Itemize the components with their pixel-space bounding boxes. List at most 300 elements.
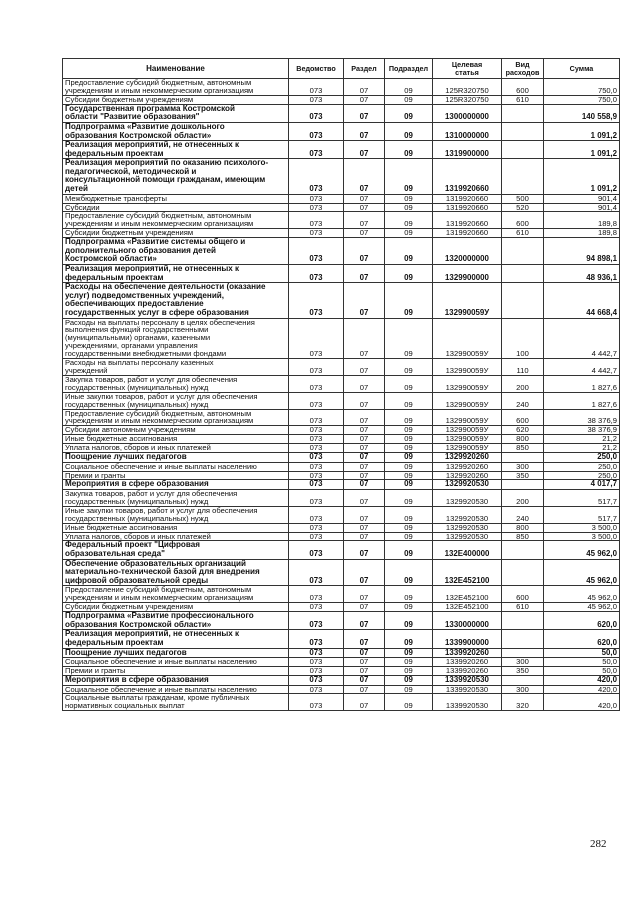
row-expense-type <box>502 104 544 122</box>
row-section: 07 <box>344 506 385 523</box>
row-section: 07 <box>344 675 385 685</box>
row-section: 07 <box>344 612 385 630</box>
row-amount: 1 091,2 <box>544 159 620 194</box>
table-row <box>63 658 620 667</box>
row-section: 07 <box>344 194 385 203</box>
row-department: 073 <box>289 318 344 359</box>
table-row <box>63 603 620 612</box>
header-department: Ведомство <box>289 59 344 79</box>
row-target-article: 132990059У <box>433 318 502 359</box>
row-name: Подпрограмма «Развитие системы общего и дополнительного образования детей Костромской области» <box>63 238 289 265</box>
row-section: 07 <box>344 586 385 603</box>
row-name: Межбюджетные трансферты <box>63 194 289 203</box>
row-amount: 750,0 <box>544 95 620 104</box>
row-department: 073 <box>289 462 344 471</box>
row-department: 073 <box>289 283 344 318</box>
row-section: 07 <box>344 203 385 212</box>
table-row <box>63 532 620 541</box>
row-subsection: 09 <box>385 426 433 435</box>
row-amount: 250,0 <box>544 453 620 463</box>
row-target-article: 1319920660 <box>433 212 502 229</box>
row-target-article: 125R320750 <box>433 95 502 104</box>
table-row <box>63 444 620 453</box>
row-subsection: 09 <box>385 95 433 104</box>
row-expense-type: 200 <box>502 490 544 507</box>
table-row <box>63 229 620 238</box>
row-department: 073 <box>289 95 344 104</box>
row-department: 073 <box>289 667 344 676</box>
page-number: 282 <box>590 838 607 850</box>
row-name: Мероприятия в сфере образования <box>63 480 289 490</box>
row-name: Реализация мероприятий, не отнесенных к федеральным проектам <box>63 141 289 159</box>
row-expense-type: 200 <box>502 375 544 392</box>
row-amount: 94 898,1 <box>544 238 620 265</box>
row-expense-type: 110 <box>502 359 544 376</box>
header-amount: Сумма <box>544 59 620 79</box>
row-section: 07 <box>344 359 385 376</box>
row-subsection: 09 <box>385 667 433 676</box>
table-row <box>63 453 620 463</box>
row-expense-type <box>502 648 544 658</box>
row-target-article: 1329920530 <box>433 532 502 541</box>
row-target-article: 132E400000 <box>433 541 502 559</box>
row-name: Уплата налогов, сборов и иных платежей <box>63 444 289 453</box>
row-subsection: 09 <box>385 480 433 490</box>
row-subsection: 09 <box>385 694 433 711</box>
row-expense-type: 240 <box>502 392 544 409</box>
row-amount: 21,2 <box>544 435 620 444</box>
row-subsection: 09 <box>385 141 433 159</box>
row-target-article: 1329920260 <box>433 462 502 471</box>
row-subsection: 09 <box>385 318 433 359</box>
row-expense-type: 240 <box>502 506 544 523</box>
row-subsection: 09 <box>385 444 433 453</box>
row-name: Федеральный проект "Цифровая образовательная среда" <box>63 541 289 559</box>
row-amount: 50,0 <box>544 667 620 676</box>
row-expense-type <box>502 630 544 648</box>
row-name: Обеспечение образовательных организаций материально-технической базой для внедрения цифровой образовательной среды <box>63 559 289 586</box>
row-name: Мероприятия в сфере образования <box>63 675 289 685</box>
row-amount: 250,0 <box>544 462 620 471</box>
table-row <box>63 471 620 480</box>
row-target-article: 1330000000 <box>433 612 502 630</box>
row-target-article: 1339920530 <box>433 675 502 685</box>
row-department: 073 <box>289 694 344 711</box>
row-department: 073 <box>289 471 344 480</box>
row-expense-type <box>502 122 544 140</box>
row-department: 073 <box>289 648 344 658</box>
row-name: Субсидии <box>63 203 289 212</box>
row-target-article: 1329920530 <box>433 506 502 523</box>
row-name: Государственная программа Костромской области "Развитие образования" <box>63 104 289 122</box>
row-amount: 901,4 <box>544 203 620 212</box>
table-row <box>63 506 620 523</box>
table-row <box>63 426 620 435</box>
row-expense-type: 500 <box>502 194 544 203</box>
row-target-article: 1339920260 <box>433 658 502 667</box>
row-amount: 420,0 <box>544 675 620 685</box>
row-amount: 620,0 <box>544 630 620 648</box>
row-target-article: 132990059У <box>433 435 502 444</box>
row-target-article: 1329920260 <box>433 453 502 463</box>
row-department: 073 <box>289 675 344 685</box>
row-target-article: 1329920260 <box>433 471 502 480</box>
row-target-article: 132990059У <box>433 375 502 392</box>
row-subsection: 09 <box>385 523 433 532</box>
row-name: Предоставление субсидий бюджетным, автономным учреждениям и иным некоммерческим организациям <box>63 79 289 96</box>
row-subsection: 09 <box>385 675 433 685</box>
row-expense-type: 610 <box>502 229 544 238</box>
row-department: 073 <box>289 506 344 523</box>
row-subsection: 09 <box>385 122 433 140</box>
row-department: 073 <box>289 229 344 238</box>
table-row <box>63 586 620 603</box>
row-subsection: 09 <box>385 203 433 212</box>
row-target-article: 1320000000 <box>433 238 502 265</box>
row-department: 073 <box>289 612 344 630</box>
row-amount: 21,2 <box>544 444 620 453</box>
table-row <box>63 194 620 203</box>
row-expense-type <box>502 675 544 685</box>
table-row <box>63 675 620 685</box>
row-name: Иные закупки товаров, работ и услуг для обеспечения государственных (муниципальных) нужд <box>63 506 289 523</box>
row-target-article: 1319920660 <box>433 194 502 203</box>
row-expense-type: 600 <box>502 586 544 603</box>
row-name: Подпрограмма «Развитие профессионального образования Костромской области» <box>63 612 289 630</box>
header-section: Раздел <box>344 59 385 79</box>
row-amount: 50,0 <box>544 648 620 658</box>
table-row <box>63 630 620 648</box>
row-section: 07 <box>344 318 385 359</box>
row-expense-type: 350 <box>502 667 544 676</box>
row-section: 07 <box>344 480 385 490</box>
row-name: Поощрение лучших педагогов <box>63 453 289 463</box>
row-amount: 45 962,0 <box>544 603 620 612</box>
row-name: Реализация мероприятий, не отнесенных к федеральным проектам <box>63 264 289 282</box>
row-subsection: 09 <box>385 375 433 392</box>
row-department: 073 <box>289 426 344 435</box>
row-department: 073 <box>289 238 344 265</box>
row-section: 07 <box>344 375 385 392</box>
row-expense-type: 800 <box>502 523 544 532</box>
header-target-article: Целевая статья <box>433 59 502 79</box>
row-subsection: 09 <box>385 264 433 282</box>
row-section: 07 <box>344 212 385 229</box>
row-amount: 1 827,6 <box>544 392 620 409</box>
row-name: Закупка товаров, работ и услуг для обеспечения государственных (муниципальных) нужд <box>63 490 289 507</box>
row-subsection: 09 <box>385 506 433 523</box>
row-amount: 1 091,2 <box>544 122 620 140</box>
row-department: 073 <box>289 141 344 159</box>
row-amount: 750,0 <box>544 79 620 96</box>
row-department: 073 <box>289 264 344 282</box>
row-name: Социальное обеспечение и иные выплаты населению <box>63 685 289 694</box>
table-row <box>63 462 620 471</box>
row-target-article: 125R320750 <box>433 79 502 96</box>
row-amount: 1 827,6 <box>544 375 620 392</box>
row-target-article: 1310000000 <box>433 122 502 140</box>
table-row <box>63 318 620 359</box>
header-subsection: Подраздел <box>385 59 433 79</box>
row-name: Предоставление субсидий бюджетным, автономным учреждениям и иным некоммерческим организациям <box>63 409 289 426</box>
row-expense-type <box>502 612 544 630</box>
row-expense-type: 100 <box>502 318 544 359</box>
row-amount: 189,8 <box>544 229 620 238</box>
table-row <box>63 79 620 96</box>
row-expense-type: 600 <box>502 79 544 96</box>
table-row <box>63 203 620 212</box>
row-department: 073 <box>289 104 344 122</box>
row-amount: 45 962,0 <box>544 586 620 603</box>
row-target-article: 132990059У <box>433 392 502 409</box>
table-row <box>63 480 620 490</box>
row-department: 073 <box>289 409 344 426</box>
row-subsection: 09 <box>385 462 433 471</box>
row-name: Иные закупки товаров, работ и услуг для обеспечения государственных (муниципальных) нужд <box>63 392 289 409</box>
row-target-article: 1339920260 <box>433 667 502 676</box>
row-name: Уплата налогов, сборов и иных платежей <box>63 532 289 541</box>
table-row <box>63 409 620 426</box>
row-name: Предоставление субсидий бюджетным, автономным учреждениям и иным некоммерческим организациям <box>63 212 289 229</box>
row-section: 07 <box>344 264 385 282</box>
row-expense-type <box>502 453 544 463</box>
row-expense-type: 850 <box>502 532 544 541</box>
header-expense-type: Вид расходов <box>502 59 544 79</box>
row-name: Субсидии бюджетным учреждениям <box>63 603 289 612</box>
row-name: Иные бюджетные ассигнования <box>63 435 289 444</box>
table-row <box>63 559 620 586</box>
row-name: Социальное обеспечение и иные выплаты населению <box>63 658 289 667</box>
table-row <box>63 667 620 676</box>
row-name: Расходы на обеспечение деятельности (оказание услуг) подведомственных учреждений, обеспечивающих предоставление государственных услуг в сфере образования <box>63 283 289 318</box>
row-section: 07 <box>344 471 385 480</box>
table-row <box>63 490 620 507</box>
budget-sheet <box>62 58 619 711</box>
row-department: 073 <box>289 490 344 507</box>
row-subsection: 09 <box>385 159 433 194</box>
row-section: 07 <box>344 409 385 426</box>
row-name: Социальное обеспечение и иные выплаты населению <box>63 462 289 471</box>
row-expense-type: 610 <box>502 95 544 104</box>
row-expense-type: 600 <box>502 409 544 426</box>
table-header-row <box>63 59 620 79</box>
row-section: 07 <box>344 685 385 694</box>
row-amount: 420,0 <box>544 685 620 694</box>
row-target-article: 132990059У <box>433 409 502 426</box>
row-subsection: 09 <box>385 685 433 694</box>
row-subsection: 09 <box>385 586 433 603</box>
row-department: 073 <box>289 375 344 392</box>
row-name: Премии и гранты <box>63 471 289 480</box>
row-section: 07 <box>344 79 385 96</box>
row-expense-type <box>502 283 544 318</box>
row-amount: 44 668,4 <box>544 283 620 318</box>
row-section: 07 <box>344 462 385 471</box>
row-amount: 4 442,7 <box>544 359 620 376</box>
row-department: 073 <box>289 194 344 203</box>
row-department: 073 <box>289 630 344 648</box>
row-name: Расходы на выплаты персоналу казенных учреждений <box>63 359 289 376</box>
row-section: 07 <box>344 444 385 453</box>
row-target-article: 1329920530 <box>433 480 502 490</box>
row-expense-type: 800 <box>502 435 544 444</box>
row-target-article: 1339920530 <box>433 685 502 694</box>
row-department: 073 <box>289 603 344 612</box>
row-subsection: 09 <box>385 630 433 648</box>
row-amount: 189,8 <box>544 212 620 229</box>
row-section: 07 <box>344 541 385 559</box>
row-section: 07 <box>344 283 385 318</box>
row-section: 07 <box>344 141 385 159</box>
row-section: 07 <box>344 104 385 122</box>
row-expense-type <box>502 141 544 159</box>
row-subsection: 09 <box>385 541 433 559</box>
budget-table <box>62 58 620 711</box>
row-expense-type: 850 <box>502 444 544 453</box>
row-amount: 45 962,0 <box>544 559 620 586</box>
row-name: Реализация мероприятий, не отнесенных к федеральным проектам <box>63 630 289 648</box>
row-department: 073 <box>289 541 344 559</box>
row-expense-type <box>502 559 544 586</box>
row-target-article: 1300000000 <box>433 104 502 122</box>
row-section: 07 <box>344 658 385 667</box>
row-target-article: 1319900000 <box>433 141 502 159</box>
table-row <box>63 122 620 140</box>
row-target-article: 1329900000 <box>433 264 502 282</box>
row-target-article: 132E452100 <box>433 559 502 586</box>
row-subsection: 09 <box>385 392 433 409</box>
row-target-article: 132990059У <box>433 359 502 376</box>
table-row <box>63 159 620 194</box>
row-subsection: 09 <box>385 603 433 612</box>
table-row <box>63 392 620 409</box>
table-row <box>63 264 620 282</box>
row-section: 07 <box>344 453 385 463</box>
row-name: Субсидии бюджетным учреждениям <box>63 95 289 104</box>
row-department: 073 <box>289 444 344 453</box>
row-expense-type: 300 <box>502 658 544 667</box>
table-row <box>63 612 620 630</box>
row-subsection: 09 <box>385 409 433 426</box>
row-department: 073 <box>289 586 344 603</box>
row-expense-type <box>502 264 544 282</box>
row-subsection: 09 <box>385 238 433 265</box>
row-subsection: 09 <box>385 648 433 658</box>
row-department: 073 <box>289 122 344 140</box>
row-target-article: 132990059У <box>433 283 502 318</box>
row-subsection: 09 <box>385 194 433 203</box>
row-amount: 38 376,9 <box>544 409 620 426</box>
row-subsection: 09 <box>385 612 433 630</box>
row-amount: 3 500,0 <box>544 523 620 532</box>
row-expense-type <box>502 238 544 265</box>
row-section: 07 <box>344 532 385 541</box>
row-target-article: 1339920260 <box>433 648 502 658</box>
table-body <box>63 79 620 711</box>
row-amount: 1 091,2 <box>544 141 620 159</box>
row-target-article: 1339900000 <box>433 630 502 648</box>
row-subsection: 09 <box>385 453 433 463</box>
row-subsection: 09 <box>385 532 433 541</box>
row-name: Премии и гранты <box>63 667 289 676</box>
row-target-article: 132E452100 <box>433 586 502 603</box>
row-target-article: 132990059У <box>433 426 502 435</box>
row-expense-type: 520 <box>502 203 544 212</box>
row-expense-type: 300 <box>502 462 544 471</box>
row-section: 07 <box>344 229 385 238</box>
row-section: 07 <box>344 122 385 140</box>
row-section: 07 <box>344 238 385 265</box>
row-target-article: 1319920660 <box>433 159 502 194</box>
row-amount: 38 376,9 <box>544 426 620 435</box>
row-department: 073 <box>289 79 344 96</box>
row-amount: 517,7 <box>544 490 620 507</box>
row-expense-type <box>502 480 544 490</box>
row-amount: 50,0 <box>544 658 620 667</box>
row-department: 073 <box>289 359 344 376</box>
row-name: Поощрение лучших педагогов <box>63 648 289 658</box>
row-amount: 140 558,9 <box>544 104 620 122</box>
row-subsection: 09 <box>385 212 433 229</box>
row-amount: 250,0 <box>544 471 620 480</box>
row-name: Субсидии бюджетным учреждениям <box>63 229 289 238</box>
row-amount: 45 962,0 <box>544 541 620 559</box>
row-expense-type <box>502 541 544 559</box>
row-subsection: 09 <box>385 559 433 586</box>
row-amount: 4 017,7 <box>544 480 620 490</box>
table-row <box>63 359 620 376</box>
row-name: Реализация мероприятий по оказанию психолого- педагогической, методической и консультационной помощи гражданам, имеющим детей <box>63 159 289 194</box>
row-department: 073 <box>289 658 344 667</box>
row-name: Социальные выплаты гражданам, кроме публичных нормативных социальных выплат <box>63 694 289 711</box>
table-row <box>63 435 620 444</box>
row-section: 07 <box>344 648 385 658</box>
row-subsection: 09 <box>385 658 433 667</box>
row-target-article: 1319920660 <box>433 203 502 212</box>
row-section: 07 <box>344 95 385 104</box>
row-section: 07 <box>344 435 385 444</box>
table-row <box>63 685 620 694</box>
row-department: 073 <box>289 523 344 532</box>
row-subsection: 09 <box>385 229 433 238</box>
row-target-article: 132990059У <box>433 444 502 453</box>
row-expense-type: 620 <box>502 426 544 435</box>
row-subsection: 09 <box>385 435 433 444</box>
row-department: 073 <box>289 392 344 409</box>
row-department: 073 <box>289 559 344 586</box>
row-section: 07 <box>344 667 385 676</box>
row-section: 07 <box>344 490 385 507</box>
row-target-article: 132E452100 <box>433 603 502 612</box>
row-department: 073 <box>289 203 344 212</box>
header-name: Наименование <box>63 59 289 79</box>
row-subsection: 09 <box>385 471 433 480</box>
row-subsection: 09 <box>385 283 433 318</box>
row-expense-type: 610 <box>502 603 544 612</box>
row-subsection: 09 <box>385 79 433 96</box>
table-row <box>63 95 620 104</box>
row-subsection: 09 <box>385 490 433 507</box>
row-amount: 48 936,1 <box>544 264 620 282</box>
row-name: Закупка товаров, работ и услуг для обеспечения государственных (муниципальных) нужд <box>63 375 289 392</box>
row-department: 073 <box>289 453 344 463</box>
row-department: 073 <box>289 159 344 194</box>
row-name: Субсидии автономным учреждениям <box>63 426 289 435</box>
row-department: 073 <box>289 532 344 541</box>
row-subsection: 09 <box>385 359 433 376</box>
table-row <box>63 212 620 229</box>
row-name: Предоставление субсидий бюджетным, автономным учреждениям и иным некоммерческим организациям <box>63 586 289 603</box>
